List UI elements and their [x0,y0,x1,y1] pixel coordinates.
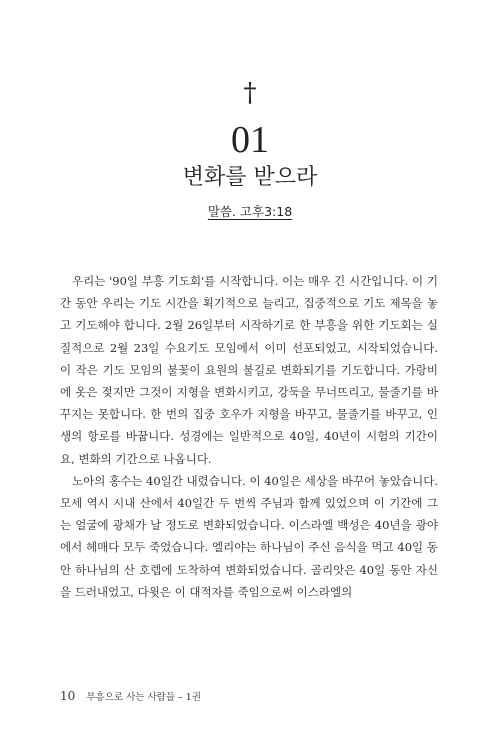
scripture-reference [0,204,500,220]
page-number: 10 [60,689,76,703]
cross-icon: † [243,78,257,108]
paragraph: 노아의 홍수는 40일간 내렸습니다. 이 40일은 세상을 바꾸어 놓았습니다. 모세 역시 시내 산에서 40일간 두 번씩 주님과 함께 있었으며 이 기간에 그는 얼굴에 광채가 날 정도로 변화되었습니다. 이스라엘 백성은 40년을 광야에서 헤매다 모두 죽었습니다. 엘리야는 하나님이 주신 음식을 먹고 40일 동안 하나님의 산 호렙에 도착하여 변화되었습니다. 골리앗은 40일 동안 자신을 드러내었고, 다윗은 이 대적자를 죽임으로써 이스라엘의 [60,473,438,599]
body-text [60,270,438,603]
running-title: 부흥으로 사는 사람들 – 1권 [86,692,202,703]
chapter-number: 01 [231,119,269,161]
page-footer [60,685,201,704]
scripture-reference-text: 말씀. 고후3:18 [207,204,293,219]
chapter-title: 변화를 받으라 [182,165,318,190]
paragraph: 우리는 '90일 부흥 기도회'를 시작합니다. 이는 매우 긴 시간입니다. 이 기간 동안 우리는 기도 시간을 획기적으로 늘리고, 집중적으로 기도 제목을 놓고 기도해야 합니다. 2월 26일부터 시작하기로 한 부흥을 위한 기도회는 실질적으로 2월 23일 수요기도 모임에서 이미 선포되었고, 시작되었습니다. 이 작은 기도 모임의 불꽃이 요원의 불길로 변화되기를 기도합니다. 가랑비에 옷은 젖지만 그것이 지형을 변화시키고, 강둑을 무너뜨리고, 물줄기를 바꾸지는 못합니다. 한 번의 집중 호우가 지형을 바꾸고, 물줄기를 바꾸고, 인생의 항로를 바꿉니다. 성경에는 일반적으로 40일, 40년이 시험의 기간이요, 변화의 기간으로 나옵니다. [60,274,438,466]
